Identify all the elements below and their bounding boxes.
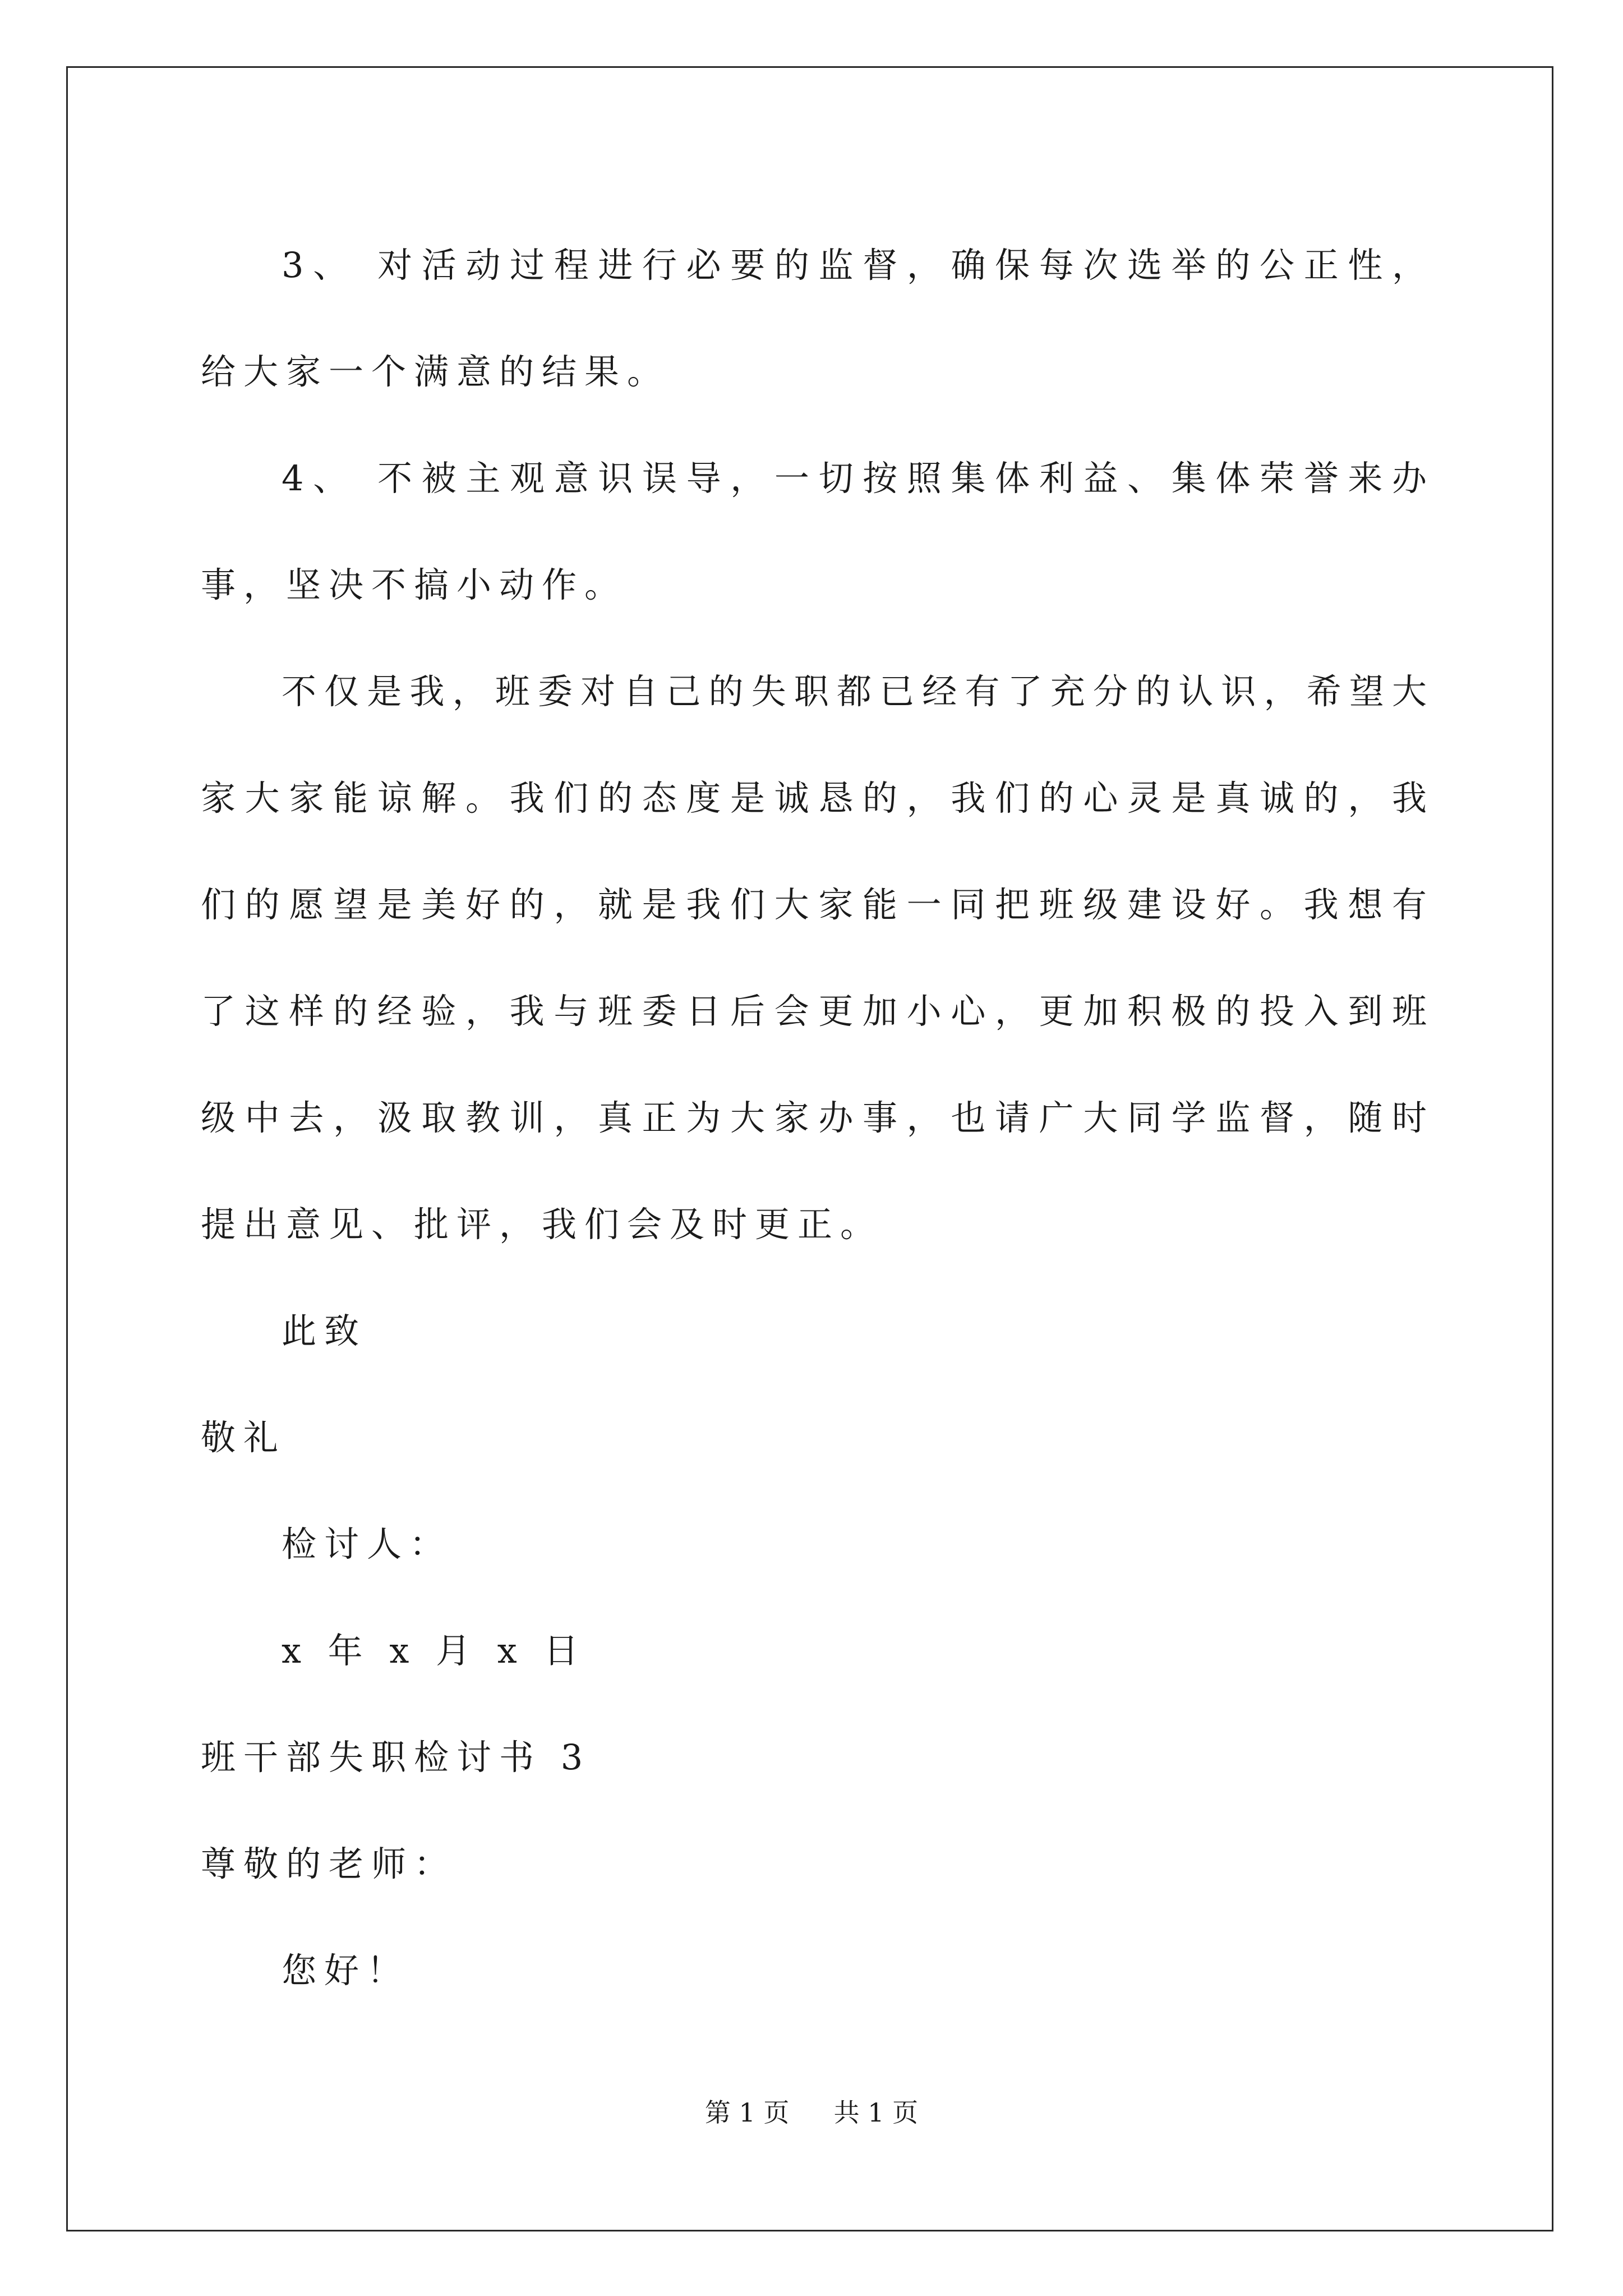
signer-label: 检讨人： [282, 1524, 453, 1565]
salutation: 尊敬的老师： [201, 1843, 457, 1884]
section-title: 班干部失职检讨书 3 [201, 1737, 591, 1778]
greeting: 您好！ [282, 1950, 410, 1991]
paragraph-item-3: 3、 对活动过程进行必要的监督，确保每次选举的公正性，给大家一个满意的结果。 [201, 245, 1435, 392]
closing-cizhi: 此致 [282, 1310, 367, 1351]
closing-jingli: 敬礼 [201, 1417, 287, 1458]
date-line: x 年 x 月 x 日 [282, 1630, 587, 1671]
page-footer [0, 2092, 1623, 2129]
document-body [201, 212, 1435, 2024]
paragraph-body: 不仅是我，班委对自己的失职都已经有了充分的认识，希望大家大家能谅解。我们的态度是诚恳的，我们的心灵是真诚的，我们的愿望是美好的，就是我们大家能一同把班级建设好。我想有了这样的经验，我与班委日后会更加小心，更加积极的投入到班级中去，汲取教训，真正为大家办事，也请广大同学监督，随时提出意见、批评，我们会及时更正。 [201, 671, 1435, 1245]
page-total: 共 1 页 [833, 2097, 919, 2128]
paragraph-item-4: 4、 不被主观意识误导，一切按照集体利益、集体荣誉来办事，坚决不搞小动作。 [201, 458, 1435, 605]
page-number: 第 1 页 [704, 2097, 790, 2128]
